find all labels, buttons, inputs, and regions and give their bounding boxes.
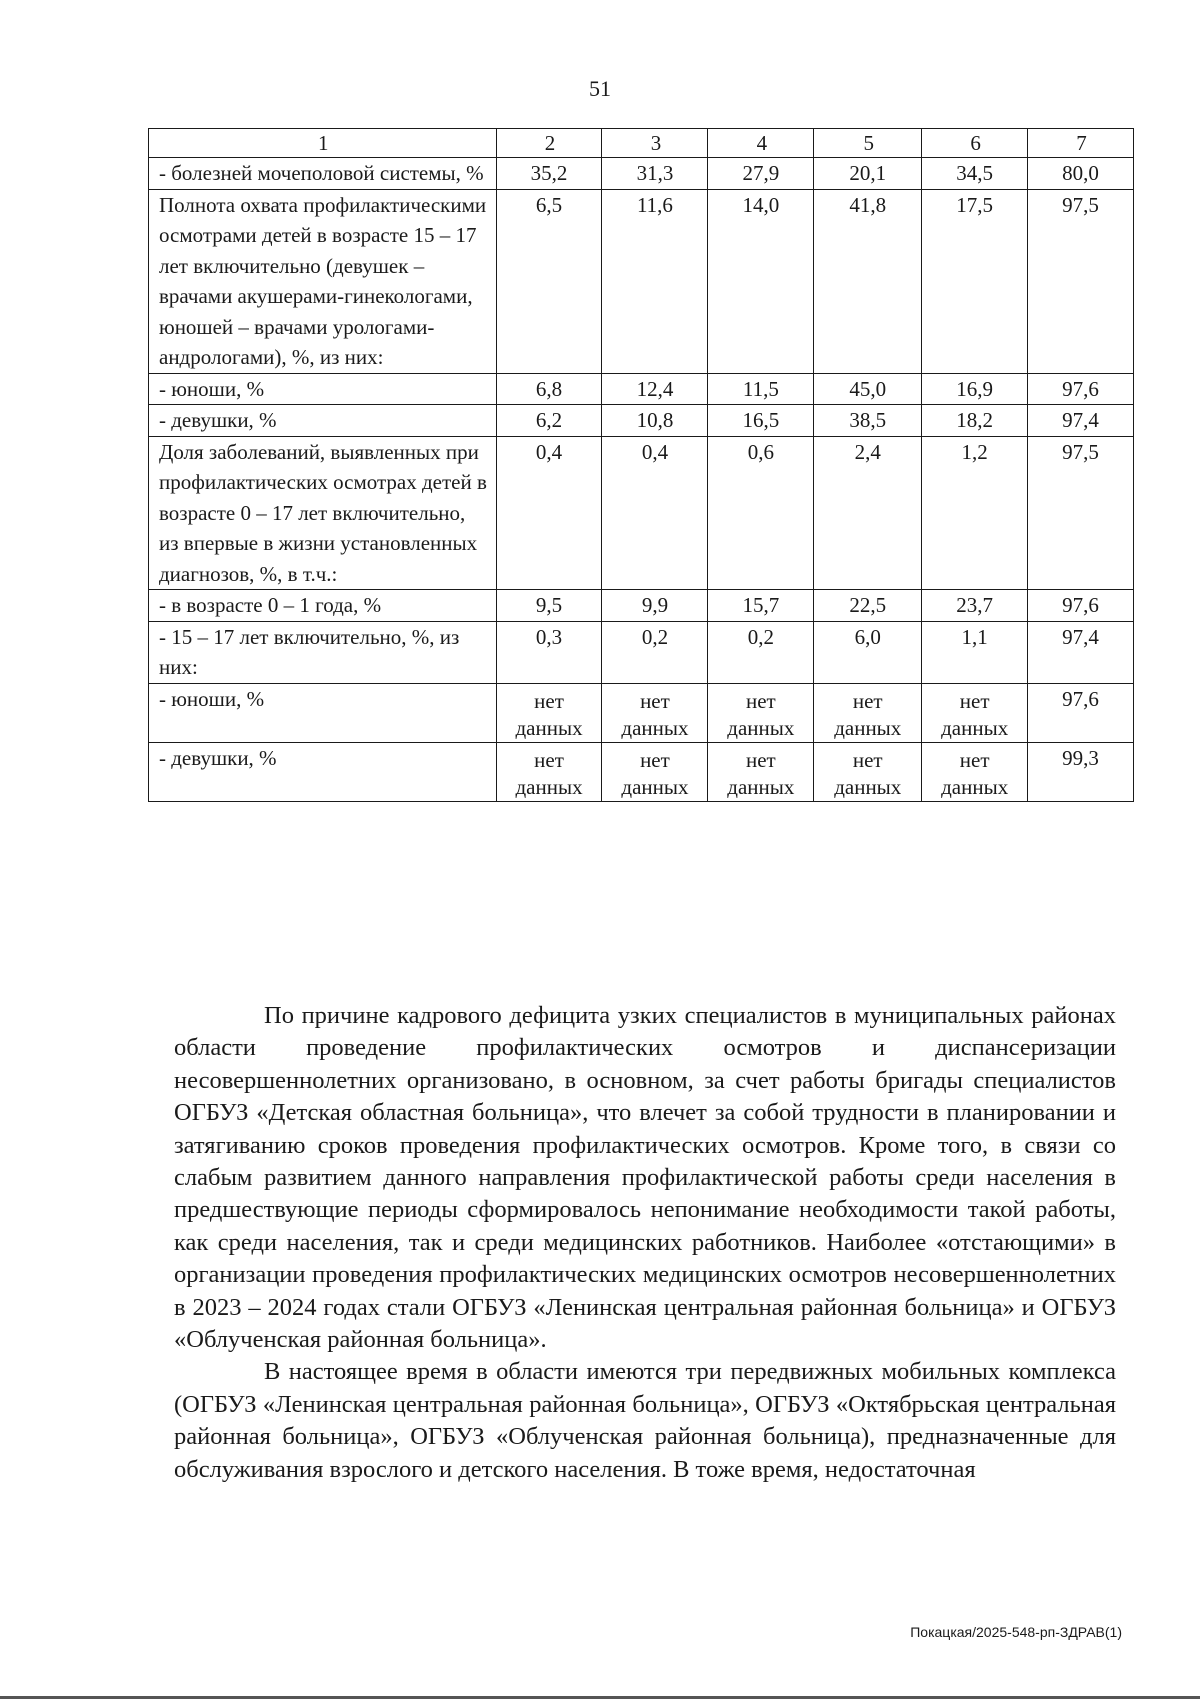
value-cell: 0,4 (496, 436, 602, 590)
value-cell: 11,5 (708, 373, 814, 405)
row-label: - девушки, % (149, 742, 497, 801)
value-cell: 6,8 (496, 373, 602, 405)
row-label: - юноши, % (149, 373, 497, 405)
value-cell: 11,6 (602, 189, 708, 373)
table-row (149, 621, 1134, 683)
value-cell: нет данных (708, 683, 814, 742)
row-label: - 15 – 17 лет включительно, %, из них: (149, 621, 497, 683)
table-row (149, 436, 1134, 590)
value-cell: 6,2 (496, 405, 602, 437)
value-cell: 38,5 (814, 405, 922, 437)
header-cell: 3 (602, 129, 708, 158)
value-cell: 0,4 (602, 436, 708, 590)
table-row (149, 373, 1134, 405)
value-cell: 0,3 (496, 621, 602, 683)
header-cell: 4 (708, 129, 814, 158)
table-header-row (149, 129, 1134, 158)
value-cell: 16,9 (922, 373, 1028, 405)
document-code: Покацкая/2025-548-рп-ЗДРАВ(1) (910, 1624, 1122, 1640)
value-cell: 97,5 (1028, 189, 1134, 373)
table-row (149, 683, 1134, 742)
value-cell: 1,1 (922, 621, 1028, 683)
value-cell: 27,9 (708, 158, 814, 190)
row-label: - девушки, % (149, 405, 497, 437)
value-cell: 15,7 (708, 590, 814, 622)
value-cell: 0,2 (602, 621, 708, 683)
row-label: - юноши, % (149, 683, 497, 742)
row-label: - в возрасте 0 – 1 года, % (149, 590, 497, 622)
header-cell: 2 (496, 129, 602, 158)
value-cell: 0,2 (708, 621, 814, 683)
value-cell: 6,0 (814, 621, 922, 683)
table-row (149, 590, 1134, 622)
value-cell: 80,0 (1028, 158, 1134, 190)
row-label: Полнота охвата профилактическими осмотрами детей в возрасте 15 – 17 лет включительно (девушек – врачами акушерами-гинекологами, юношей – врачами урологами-андрологами), %, из них: (149, 189, 497, 373)
value-cell: 35,2 (496, 158, 602, 190)
value-cell: 14,0 (708, 189, 814, 373)
header-cell: 6 (922, 129, 1028, 158)
value-cell: 31,3 (602, 158, 708, 190)
value-cell: 45,0 (814, 373, 922, 405)
value-cell: 9,5 (496, 590, 602, 622)
value-cell: 12,4 (602, 373, 708, 405)
row-label: Доля заболеваний, выявленных при профилактических осмотрах детей в возрасте 0 – 17 лет включительно, из впервые в жизни установленных диагнозов, %, в т.ч.: (149, 436, 497, 590)
body-text (174, 1000, 1116, 1486)
value-cell: 97,5 (1028, 436, 1134, 590)
value-cell: 97,4 (1028, 405, 1134, 437)
value-cell: 22,5 (814, 590, 922, 622)
value-cell: нет данных (814, 683, 922, 742)
value-cell: нет данных (922, 683, 1028, 742)
value-cell: 16,5 (708, 405, 814, 437)
value-cell: 9,9 (602, 590, 708, 622)
value-cell: 20,1 (814, 158, 922, 190)
value-cell: 2,4 (814, 436, 922, 590)
header-cell: 5 (814, 129, 922, 158)
value-cell: 41,8 (814, 189, 922, 373)
value-cell: 0,6 (708, 436, 814, 590)
paragraph: В настоящее время в области имеются три передвижных мобильных комплекса (ОГБУЗ «Ленинская центральная районная больница», ОГБУЗ «Октябрьская центральная районная больница», ОГБУЗ «Облученская районная больница), предназначенные для обслуживания взрослого и детского населения. В тоже время, недостаточная (174, 1358, 1116, 1483)
value-cell: нет данных (814, 742, 922, 801)
paragraph: По причине кадрового дефицита узких специалистов в муниципальных районах области проведение профилактических осмотров и диспансеризации несовершеннолетних организовано, в основном, за счет работы бригады специалистов ОГБУЗ «Детская областная больница», что влечет за собой трудности в планировании и затягиванию сроков проведения профилактических осмотров. Кроме того, в связи со слабым развитием данного направления профилактической работы среди населения в предшествующие периоды сформировалось непонимание необходимости такой работы, как среди населения, так и среди медицинских работников. Наиболее «отстающими» в организации проведения профилактических медицинских осмотров несовершеннолетних в 2023 – 2024 годах стали ОГБУЗ «Ленинская центральная районная больница» и ОГБУЗ «Облученская районная больница». (174, 1002, 1116, 1354)
value-cell: нет данных (922, 742, 1028, 801)
value-cell: нет данных (708, 742, 814, 801)
table-row (149, 742, 1134, 801)
page-number: 51 (589, 76, 611, 101)
value-cell: 97,6 (1028, 683, 1134, 742)
table-row (149, 405, 1134, 437)
row-label: - болезней мочеполовой системы, % (149, 158, 497, 190)
scan-edge-line (0, 1696, 1200, 1699)
value-cell: нет данных (602, 683, 708, 742)
value-cell: 10,8 (602, 405, 708, 437)
value-cell: 97,6 (1028, 590, 1134, 622)
value-cell: 1,2 (922, 436, 1028, 590)
value-cell: нет данных (496, 742, 602, 801)
header-cell: 1 (149, 129, 497, 158)
value-cell: 99,3 (1028, 742, 1134, 801)
value-cell: 97,4 (1028, 621, 1134, 683)
header-cell: 7 (1028, 129, 1134, 158)
table-row (149, 189, 1134, 373)
value-cell: 34,5 (922, 158, 1028, 190)
value-cell: нет данных (602, 742, 708, 801)
table-row (149, 158, 1134, 190)
value-cell: 17,5 (922, 189, 1028, 373)
value-cell: нет данных (496, 683, 602, 742)
indicators-table (148, 128, 1134, 802)
value-cell: 97,6 (1028, 373, 1134, 405)
value-cell: 6,5 (496, 189, 602, 373)
value-cell: 18,2 (922, 405, 1028, 437)
value-cell: 23,7 (922, 590, 1028, 622)
